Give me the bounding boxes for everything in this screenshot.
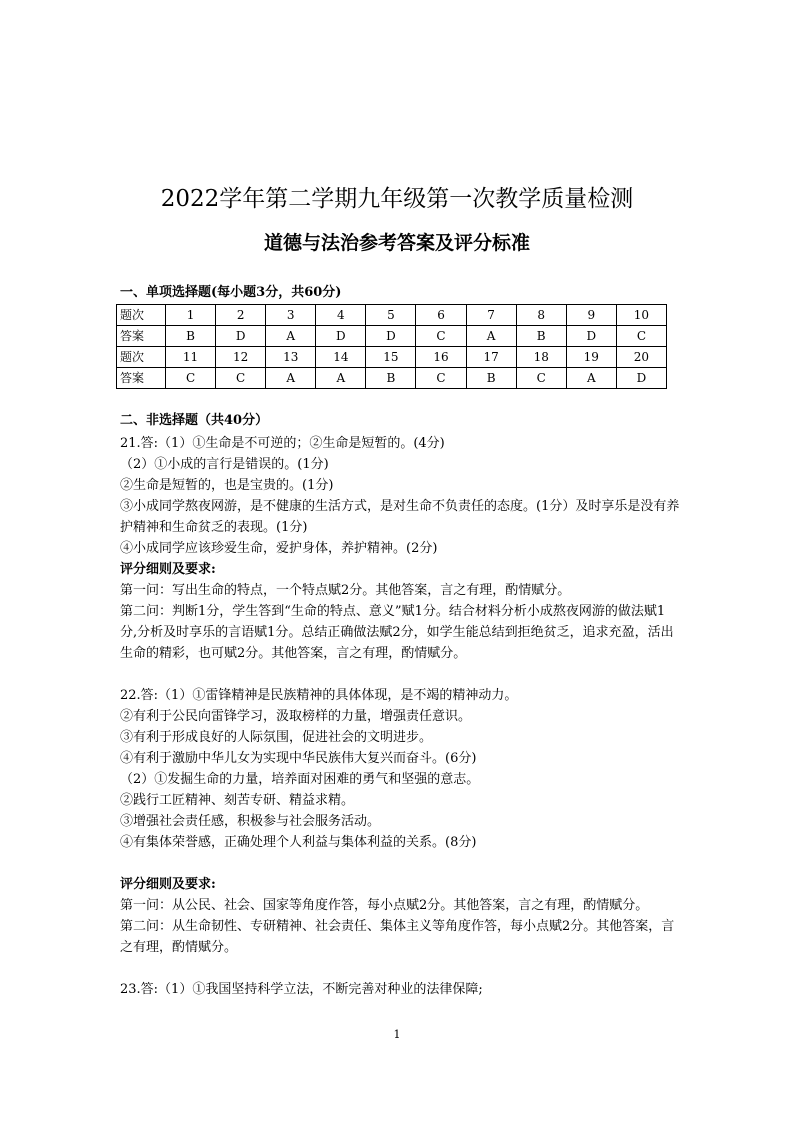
- section2-heading: 二、非选择题（共40分）: [120, 413, 269, 428]
- answer-table-row: [117, 347, 667, 368]
- q21-block: [120, 433, 680, 664]
- q23-line: 23.答:（1）①我国坚持科学立法，不断完善对种业的法律保障;: [120, 982, 483, 997]
- answer-table-cell: B: [516, 326, 566, 347]
- answer-table-cell: 10: [616, 305, 666, 326]
- answer-table-cell: A: [566, 368, 616, 389]
- answer-table-cell: C: [166, 368, 216, 389]
- q22-rubric-block: [120, 874, 680, 958]
- q22-line: ③有利于形成良好的人际氛围，促进社会的文明进步。: [120, 730, 433, 745]
- answer-table-cell: 14: [316, 347, 366, 368]
- q22-line: （2）①发掘生命的力量，培养面对困难的勇气和坚强的意志。: [120, 772, 480, 787]
- page-number: 1: [393, 1028, 401, 1041]
- answer-table-row: [117, 368, 667, 389]
- answer-table-cell: B: [366, 368, 416, 389]
- q21-line: 21.答:（1）①生命是不可逆的；②生命是短暂的。(4分): [120, 436, 445, 451]
- answer-table-cell: 20: [616, 347, 666, 368]
- answer-table-row-label: 题次: [117, 305, 166, 326]
- answer-table-row: [117, 305, 667, 326]
- answer-table-cell: 8: [516, 305, 566, 326]
- answer-table-cell: 15: [366, 347, 416, 368]
- answer-table-cell: A: [266, 326, 316, 347]
- answer-table-cell: D: [316, 326, 366, 347]
- answer-table-cell: D: [566, 326, 616, 347]
- answer-table-row-label: 题次: [117, 347, 166, 368]
- answer-table-cell: 4: [316, 305, 366, 326]
- answer-table-cell: 3: [266, 305, 316, 326]
- answer-table-cell: 12: [216, 347, 266, 368]
- q22-line: 22.答:（1）①雷锋精神是民族精神的具体体现，是不竭的精神动力。: [120, 688, 518, 703]
- q22-line: ④有集体荣誉感，正确处理个人利益与集体利益的关系。(8分): [120, 835, 477, 850]
- answer-table-cell: 18: [516, 347, 566, 368]
- answer-table-cell: C: [516, 368, 566, 389]
- answer-table-cell: A: [316, 368, 366, 389]
- answers-body: [120, 433, 680, 1000]
- page-subtitle: 道德与法治参考答案及评分标准: [263, 232, 530, 254]
- answer-table-cell: C: [416, 326, 466, 347]
- answer-table-cell: 11: [166, 347, 216, 368]
- answer-table-cell: 7: [466, 305, 516, 326]
- answer-table-row-label: 答案: [117, 368, 166, 389]
- q22-line: ②有利于公民向雷锋学习，汲取榜样的力量，增强责任意识。: [120, 709, 472, 724]
- answer-table-cell: B: [466, 368, 516, 389]
- answer-table: [116, 304, 667, 389]
- q22-rubric-line: 第二问：从生命韧性、专研精神、社会责任、集体主义等角度作答，每小点赋2分。其他答案，言之有理，酌情赋分。: [120, 919, 675, 955]
- answer-table-cell: C: [416, 368, 466, 389]
- answer-table-cell: D: [616, 368, 666, 389]
- answer-table-cell: D: [366, 326, 416, 347]
- answer-table-cell: 2: [216, 305, 266, 326]
- answer-table-row-label: 答案: [117, 326, 166, 347]
- answer-table-cell: 5: [366, 305, 416, 326]
- answer-table-cell: 9: [566, 305, 616, 326]
- answer-table-row: [117, 326, 667, 347]
- q21-line: ④小成同学应该珍爱生命，爱护身体，养护精神。(2分): [120, 541, 438, 556]
- q22-line: ④有利于激励中华儿女为实现中华民族伟大复兴而奋斗。(6分): [120, 751, 477, 766]
- answer-table-cell: 1: [166, 305, 216, 326]
- q21-line: （2）①小成的言行是错误的。(1分): [120, 457, 329, 472]
- q21-line: ②生命是短暂的，也是宝贵的。(1分): [120, 478, 334, 493]
- answer-table-cell: D: [216, 326, 266, 347]
- q22-line: ③增强社会责任感，积极参与社会服务活动。: [120, 814, 381, 829]
- q21-line: ③小成同学熬夜网游，是不健康的生活方式，是对生命不负责任的态度。(1分）及时享乐是没有养护精神和生命贫乏的表现。(1分): [120, 499, 680, 535]
- q21-rubric-line: 第二问：判断1分，学生答到“生命的特点、意义”赋1分。结合材料分析小成熬夜网游的做法赋1分,分析及时享乐的言语赋1分。总结正确做法赋2分，如学生能总结到拒绝贫乏，追求充盈，活出生命的精彩，也可赋2分。其他答案，言之有理，酌情赋分。: [120, 604, 674, 661]
- q22-line: ②践行工匠精神、刻苦专研、精益求精。: [120, 793, 355, 808]
- answer-table-cell: 19: [566, 347, 616, 368]
- answer-table-cell: C: [616, 326, 666, 347]
- answer-table-cell: C: [216, 368, 266, 389]
- q21-rubric-heading: 评分细则及要求:: [120, 562, 216, 577]
- q22-rubric-line: 第一问：从公民、社会、国家等角度作答，每小点赋2分。其他答案，言之有理，酌情赋分。: [120, 898, 649, 913]
- q22-rubric-heading: 评分细则及要求:: [120, 877, 216, 892]
- answer-table-cell: A: [266, 368, 316, 389]
- answer-table-cell: 13: [266, 347, 316, 368]
- q21-rubric-line: 第一问：写出生命的特点，一个特点赋2分。其他答案，言之有理，酌情赋分。: [120, 583, 571, 598]
- answer-table-cell: 16: [416, 347, 466, 368]
- section1-heading: 一、单项选择题(每小题3分，共60分): [120, 285, 342, 300]
- answer-table-cell: B: [166, 326, 216, 347]
- page-title: 2022学年第二学期九年级第一次教学质量检测: [160, 186, 634, 212]
- answer-table-cell: 17: [466, 347, 516, 368]
- q23-block: [120, 979, 680, 1000]
- answer-table-cell: A: [466, 326, 516, 347]
- q22-block: [120, 685, 680, 853]
- answer-table-cell: 6: [416, 305, 466, 326]
